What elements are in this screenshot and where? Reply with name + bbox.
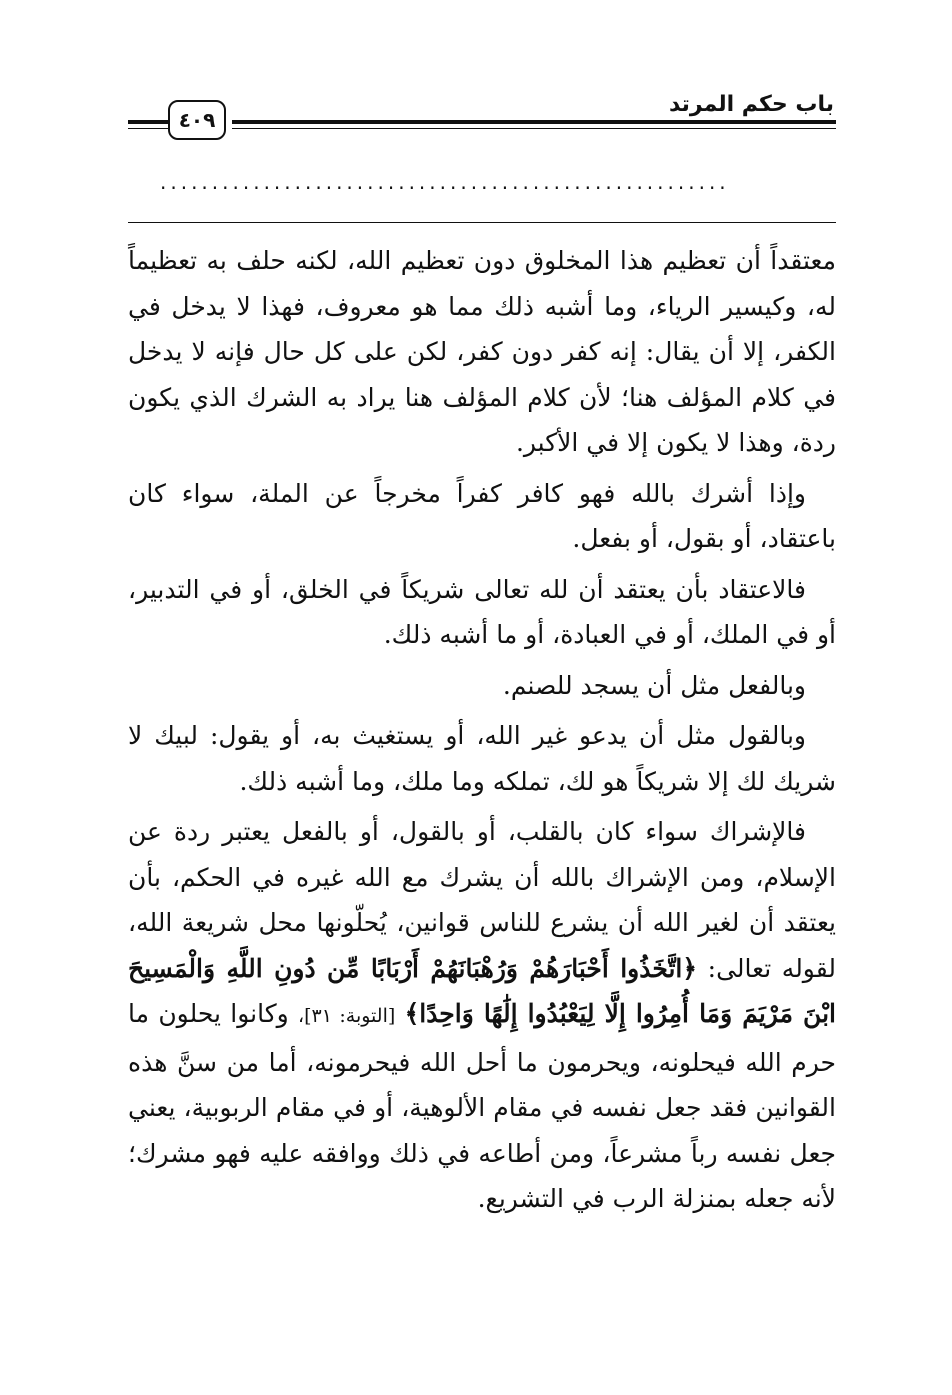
paragraph-6 (128, 809, 836, 1222)
paragraph-5: وبالقول مثل أن يدعو غير الله، أو يستغيث به، أو يقول: لبيك لا شريك لك إلا شريكاً هو لك، تملكه وما ملك، وما أشبه ذلك. (128, 721, 836, 796)
header-rule-left-under (128, 128, 168, 129)
header-rule-left (128, 120, 168, 124)
paragraph-6-intro: فالإشراك سواء كان بالقلب، أو بالقول، أو بالفعل يعتبر ردة عن الإسلام، ومن الإشراك بالله أن يشرك مع الله غيره في الحكم، بأن يعتقد أن لغير الله أن يشرع للناس قوانين، يُحلّونها محل شريعة الله، لقوله تعالى: (128, 817, 836, 983)
paragraph-6-continuation: وكانوا يحلون ما حرم الله فيحلونه، ويحرمون ما أحل الله فيحرمونه، أما من سنَّ هذه القوانين فقد جعل نفسه في مقام الألوهية، أو في مقام الربوبية، يعني جعل نفسه رباً مشرعاً، ومن أطاعه في ذلك ووافقه عليه فهو مشرك؛ لأنه جعله بمنزلة الرب في التشريع. (128, 999, 836, 1213)
paragraph-4: وبالفعل مثل أن يسجد للصنم. (502, 670, 806, 700)
header-rule-right-under (232, 128, 836, 129)
chapter-title: باب حكم المرتد (668, 92, 834, 117)
paragraph-1: معتقداً أن تعظيم هذا المخلوق دون تعظيم الله، لكنه حلف به تعظيماً له، وكيسير الرياء، وما أشبه ذلك مما هو معروف، فهذا لا يدخل في الكفر، إلا أن يقال: إنه كفر دون كفر، لكن على كل حال فإنه لا يدخل في كلام المؤلف هنا؛ لأن كلام المؤلف هنا يراد به الشرك الذي يكون ردة، وهذا لا يكون إلا في الأكبر. (128, 246, 836, 457)
header-separator (128, 222, 836, 223)
paragraph-3: فالاعتقاد بأن يعتقد أن لله تعالى شريكاً في الخلق، أو في التدبير، أو في الملك، أو في العبادة، أو ما أشبه ذلك. (128, 574, 836, 649)
quran-verse: ﴿اتَّخَذُوا أَحْبَارَهُمْ وَرُهْبَانَهُمْ أَرْبَابًا مِّن دُونِ اللَّهِ وَالْمَسِيحَ ابْنَ مَرْيَمَ وَمَا أُمِرُوا إِلَّا لِيَعْبُدُوا إِلَٰهًا وَاحِدًا﴾ (128, 953, 836, 1028)
paragraph-2: وإذا أشرك بالله فهو كافر كفراً مخرجاً عن الملة، سواء كان باعتقاد، أو بقول، أو بفعل. (128, 478, 836, 553)
verse-reference: [التوبة: ٣١]، (298, 1005, 396, 1027)
header-rule-right (232, 120, 836, 124)
page-body (128, 238, 836, 1227)
page-number: ٤٠٩ (168, 100, 226, 140)
dotted-divider: ....................................................... (160, 170, 730, 194)
